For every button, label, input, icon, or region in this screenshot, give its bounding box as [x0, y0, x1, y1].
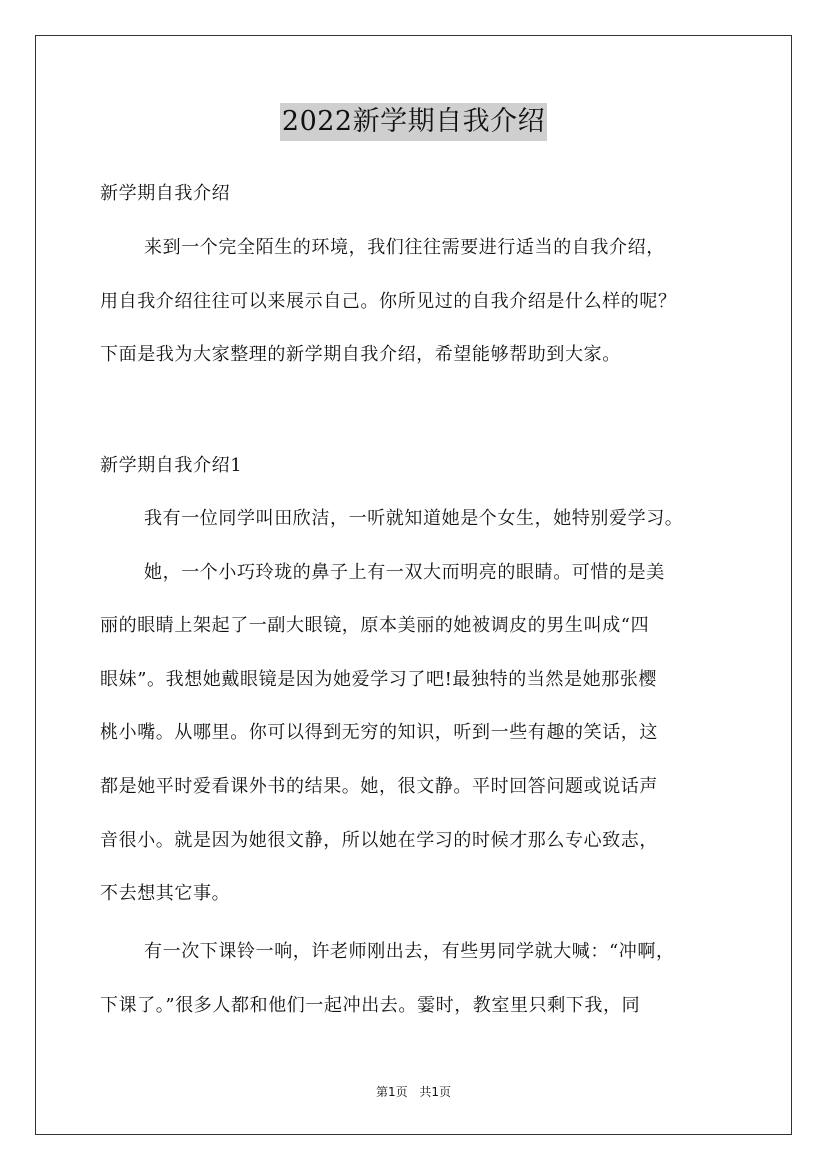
- text-line: 用自我介绍往往可以来展示自己。你所见过的自我介绍是什么样的呢？: [100, 291, 677, 312]
- text-line: 眼妹”。我想她戴眼镜是因为她爱学习了吧!最独特的当然是她那张樱: [100, 669, 658, 690]
- text-line: 下课了。”很多人都和他们一起冲出去。霎时，教室里只剩下我，同: [100, 995, 641, 1016]
- text-line: 下面是我为大家整理的新学期自我介绍，希望能够帮助到大家。: [100, 344, 621, 365]
- text-line: 新学期自我介绍1: [100, 455, 243, 476]
- text-line: 音很小。就是因为她很文静，所以她在学习的时候才那么专心致志，: [100, 830, 658, 851]
- text-line: 都是她平时爱看课外书的结果。她，很文静。平时回答问题或说话声: [100, 776, 658, 797]
- text-line: 她，一个小巧玲珑的鼻子上有一双大而明亮的眼睛。可惜的是美: [144, 562, 665, 583]
- page-number: 第1页: [375, 1085, 408, 1099]
- text-line: 有一次下课铃一响，许老师刚出去，有些男同学就大喊：“冲啊，: [144, 941, 675, 962]
- text-line: 不去想其它事。: [100, 883, 231, 904]
- text-line: 我有一位同学叫田欣洁，一听就知道她是个女生，她特别爱学习。: [144, 508, 684, 529]
- text-line: 丽的眼睛上架起了一副大眼镜，原本美丽的她被调皮的男生叫成“四: [100, 615, 650, 636]
- page-total: 共1页: [419, 1085, 452, 1099]
- text-line: 来到一个完全陌生的环境，我们往往需要进行适当的自我介绍，: [144, 237, 665, 258]
- text-line: 桃小嘴。从哪里。你可以得到无穷的知识，听到一些有趣的笑话，这: [100, 722, 658, 743]
- text-line: 新学期自我介绍: [100, 183, 231, 204]
- document-title-wrap: [0, 103, 827, 141]
- document-title: 2022新学期自我介绍: [280, 103, 547, 141]
- page-footer: [0, 1083, 827, 1100]
